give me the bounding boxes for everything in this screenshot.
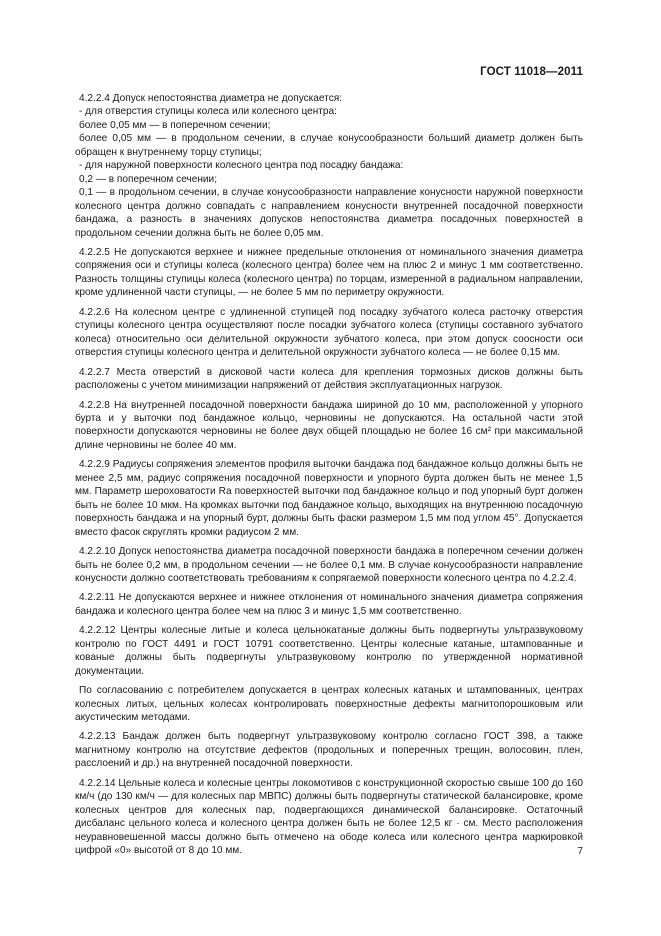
list-item-center-outer-surface: - для наружной поверхности колесного центра под посадку бандажа: <box>79 160 404 172</box>
list-item-hub-bore: - для отверстия ступицы колеса или колесного центра: <box>79 106 337 118</box>
paragraph-4-2-2-5: 4.2.2.5 Не допускаются верхнее и нижнее предельные отклонения от номинального значения диаметра сопряжения оси и ступицы колеса (колесного центра) более чем на плюс 2 и минус 1 мм соответственно. Разность толщины ступицы колеса (колесного центра) по торцам, измеренной в радиальном направлении, кроме удлиненной части ступицы, — не более 5 мм по периметру окружности. <box>75 246 583 299</box>
paragraph-4-2-2-12: 4.2.2.12 Центры колесные литые и колеса цельнокатаные должны быть подвергнуты ультразвуковому контролю по ГОСТ 4491 и ГОСТ 10791 соответственно. Центры колесные катаные, штампованные и кованые должны быть подвергнуты ультразвуковому контролю по утвержденной нормативной документации. <box>75 625 583 677</box>
paragraph-4-2-2-11: 4.2.2.11 Не допускаются верхнее и нижнее отклонения от номинального значения диаметра сопряжения бандажа и колесного центра более чем на плюс 3 и минус 1,5 мм соответственно. <box>75 592 583 617</box>
paragraph-consumer-agreement: По согласованию с потребителем допускается в центрах колесных катаных и штампованных, центрах колесных литых, цельных колесах контролировать поверхностные дефекты магнитопорошковым или акустическим методами. <box>75 685 583 724</box>
paragraph-4-2-2-6: 4.2.2.6 На колесном центре с удлиненной ступицей под посадку зубчатого колеса расточку отверстия ступицы колесного центра осуществляют после посадки зубчатого колеса (ступицы составного зубчатого колеса) относительно оси делительной окружности зубчатого колеса, при этом допуск соосности оси отверстия ступицы колесного центра и делительной окружности зубчатого колеса — не более 0,15 мм. <box>75 306 583 359</box>
paragraph-4-2-2-9: 4.2.2.9 Радиусы сопряжения элементов профиля выточки бандажа под бандажное кольцо должны быть не менее 2,5 мм, радиус сопряжения посадочной поверхности и упорного бурта должен быть не менее 1,5 мм. Параметр шероховатости Ra поверхностей выточки под бандажное кольцо и под упорный бурт должен быть не более 10 мкм. На кромках выточки под бандажное кольцо, выходящих на внутреннюю посадочную поверхность бандажа и на упорный бурт, должны быть фаски размером 1,5 мм под углом 45°. Допускается вместо фасок скруглять кромки радиусом 2 мм. <box>75 459 583 538</box>
paragraph-hub-longitudinal: более 0,05 мм — в продольном сечении, в случае конусообразности больший диаметр должен быть обращен к внутреннему торцу ступицы; <box>75 133 583 158</box>
paragraph-4-2-2-8: 4.2.2.8 На внутренней посадочной поверхности бандажа шириной до 10 мм, расположенной у упорного бурта и у выточки под бандажное кольцо, черновины не допускаются. На остальной части этой поверхности допускаются черновины не более двух общей площадью не более 16 см² при максимальной длине черновины не более 40 мм. <box>75 399 583 451</box>
paragraph-center-cross-section: 0,2 — в поперечном сечении; <box>79 173 217 185</box>
paragraph-4-2-2-7: 4.2.2.7 Места отверстий в дисковой части колеса для крепления тормозных дисков должны быть расположены с учетом минимизации напряжений от действия эксплуатационных нагрузок. <box>75 366 583 392</box>
document-body <box>75 92 583 858</box>
paragraph-center-longitudinal: 0,1 — в продольном сечении, в случае конусообразности направление конусности наружной поверхности колесного центра должно совпадать с направлением конусности внутренней посадочной поверхности бандажа, а разность в значениях допусков непостоянства диаметра посадочных поверхностей в продольном сечении должна быть не более 0,05 мм. <box>75 187 583 239</box>
paragraph-4-2-2-14: 4.2.2.14 Цельные колеса и колесные центры локомотивов с конструкционной скоростью свыше 100 до 160 км/ч (до 130 км/ч — для колесных пар МВПС) должны быть подвергнуты статической балансировке, кроме колесных центров для колесных пар, подвергающихся динамической балансировке. Остаточный дисбаланс цельного колеса и колесного центра должен быть не более 12,5 кг · см. Место расположения неуравновешенной массы должно быть отмечено на ободе колеса или колесного центра маркировкой цифрой «0» высотой от 8 до 10 мм. <box>75 777 583 857</box>
paragraph-4-2-2-10: 4.2.2.10 Допуск непостоянства диаметра посадочной поверхности бандажа в поперечном сечении должен быть не более 0,2 мм, в продольном сечении — не более 0,1 мм. В случае конусообразности направление конусности должно соответствовать требованиям к сопрягаемой поверхности колесного центра по 4.2.2.4. <box>75 546 583 584</box>
paragraph-hub-cross-section: более 0,05 мм — в поперечном сечении; <box>79 119 271 131</box>
paragraph-4-2-2-4: 4.2.2.4 Допуск непостоянства диаметра не допускается: <box>79 93 343 104</box>
paragraph-4-2-2-13: 4.2.2.13 Бандаж должен быть подвергнут ультразвуковому контролю согласно ГОСТ 398, а также магнитному контролю на отсутствие дефектов (продольных и поперечных трещин, волосовин, плен, расслоений и др.) на внутренней посадочной поверхности. <box>75 731 583 770</box>
page-number: 7 <box>577 846 583 857</box>
document-header-id: ГОСТ 11018—2011 <box>480 66 583 78</box>
